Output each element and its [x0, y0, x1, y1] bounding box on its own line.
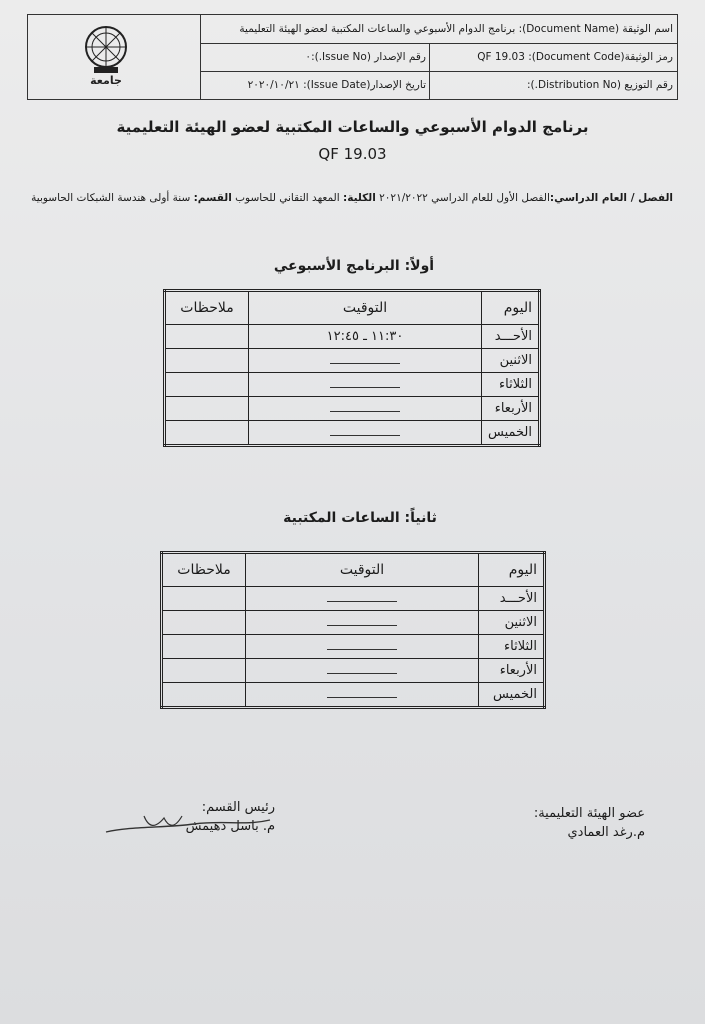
table-row — [162, 659, 545, 683]
blank-line — [330, 354, 400, 364]
header-time: التوقيت — [246, 553, 479, 587]
table-row — [165, 397, 540, 421]
notes-cell — [165, 349, 249, 373]
notes-cell — [162, 611, 246, 635]
logo-cell — [28, 15, 201, 99]
notes-cell — [162, 683, 246, 708]
logo-text: جامعة — [90, 74, 122, 87]
time-cell — [246, 587, 479, 611]
day-cell: الاثنين — [479, 611, 545, 635]
day-cell: الثلاثاء — [482, 373, 540, 397]
table-row — [165, 349, 540, 373]
blank-line — [330, 426, 400, 436]
blank-line — [330, 378, 400, 388]
header-day: اليوم — [479, 553, 545, 587]
weekly-table — [163, 289, 541, 447]
time-cell — [249, 349, 482, 373]
time-cell: ١١:٣٠ ـ ١٢:٤٥ — [249, 325, 482, 349]
blank-line — [327, 688, 397, 698]
table-row — [162, 635, 545, 659]
table-header-row — [165, 291, 540, 325]
header-time: التوقيت — [249, 291, 482, 325]
notes-cell — [165, 325, 249, 349]
time-cell — [249, 373, 482, 397]
dept-value: سنة أولى هندسة الشبكات الحاسوبية — [31, 192, 191, 204]
blank-line — [327, 616, 397, 626]
blank-line — [327, 640, 397, 650]
notes-cell — [165, 397, 249, 421]
semester-label: الفصل / العام الدراسي: — [549, 192, 673, 204]
table-row — [165, 325, 540, 349]
notes-cell — [162, 587, 246, 611]
office-hours-table — [160, 551, 546, 709]
day-cell: الأربعاء — [479, 659, 545, 683]
form-code: QF 19.03 — [318, 145, 387, 163]
header-notes: ملاحظات — [162, 553, 246, 587]
handwritten-signature-icon — [104, 812, 274, 842]
header-row-distribution — [200, 71, 677, 99]
header-row-code — [200, 43, 677, 72]
time-cell — [246, 635, 479, 659]
header-day: اليوم — [482, 291, 540, 325]
day-cell: الاثنين — [482, 349, 540, 373]
header-row-doc-name — [200, 15, 677, 44]
semester-value: الفصل الأول للعام الدراسي ٢٠٢١/٢٠٢٢ — [379, 192, 550, 204]
college-label: الكلية: — [343, 192, 376, 204]
weekly-heading: أولاً: البرنامج الأسبوعي — [273, 258, 435, 274]
page-title: برنامج الدوام الأسبوعي والساعات المكتبية لعضو الهيئة التعليمية — [116, 118, 589, 136]
college-value: المعهد التقاني للحاسوب — [235, 192, 340, 204]
office-hours-heading: ثانياً: الساعات المكتبية — [283, 510, 437, 526]
blank-line — [327, 592, 397, 602]
member-name: م.رغد العمادي — [567, 825, 645, 840]
day-cell: الخميس — [482, 421, 540, 446]
notes-cell — [162, 635, 246, 659]
table-row — [165, 373, 540, 397]
dept-head-label: رئيس القسم: — [201, 800, 275, 815]
day-cell: الثلاثاء — [479, 635, 545, 659]
document-header — [27, 14, 678, 100]
time-cell — [249, 397, 482, 421]
time-cell — [246, 611, 479, 635]
table-row — [162, 611, 545, 635]
distribution-no: رقم التوزيع (Distribution No.): — [429, 71, 677, 99]
notes-cell — [165, 421, 249, 446]
time-cell — [246, 683, 479, 708]
table-header-row — [162, 553, 545, 587]
time-cell — [249, 421, 482, 446]
dept-label: القسم: — [193, 192, 232, 204]
table-row — [165, 421, 540, 446]
blank-line — [330, 402, 400, 412]
day-cell: الأحـــد — [482, 325, 540, 349]
notes-cell — [162, 659, 246, 683]
issue-date: تاريخ الإصدار(Issue Date): ٢٠٢٠/١٠/٢١ — [247, 79, 426, 91]
day-cell: الأحـــد — [479, 587, 545, 611]
blank-line — [327, 664, 397, 674]
header-notes: ملاحظات — [165, 291, 249, 325]
table-row — [162, 683, 545, 708]
member-signature — [485, 806, 645, 840]
info-line — [33, 192, 673, 204]
time-cell — [246, 659, 479, 683]
day-cell: الأربعاء — [482, 397, 540, 421]
table-row — [162, 587, 545, 611]
doc-name: اسم الوثيقة (Document Name): برنامج الدوام الأسبوعي والساعات المكتبية لعضو الهيئة التعليمية — [239, 23, 673, 35]
member-label: عضو الهيئة التعليمية: — [533, 806, 645, 821]
issue-no: رقم الإصدار (Issue No.):٠ — [305, 51, 426, 63]
doc-code: رمز الوثيقة(Document Code): QF 19.03 — [429, 43, 677, 71]
university-logo-icon — [72, 23, 140, 91]
day-cell: الخميس — [479, 683, 545, 708]
notes-cell — [165, 373, 249, 397]
dept-head-name: م. باسل دهيمش — [185, 819, 275, 834]
